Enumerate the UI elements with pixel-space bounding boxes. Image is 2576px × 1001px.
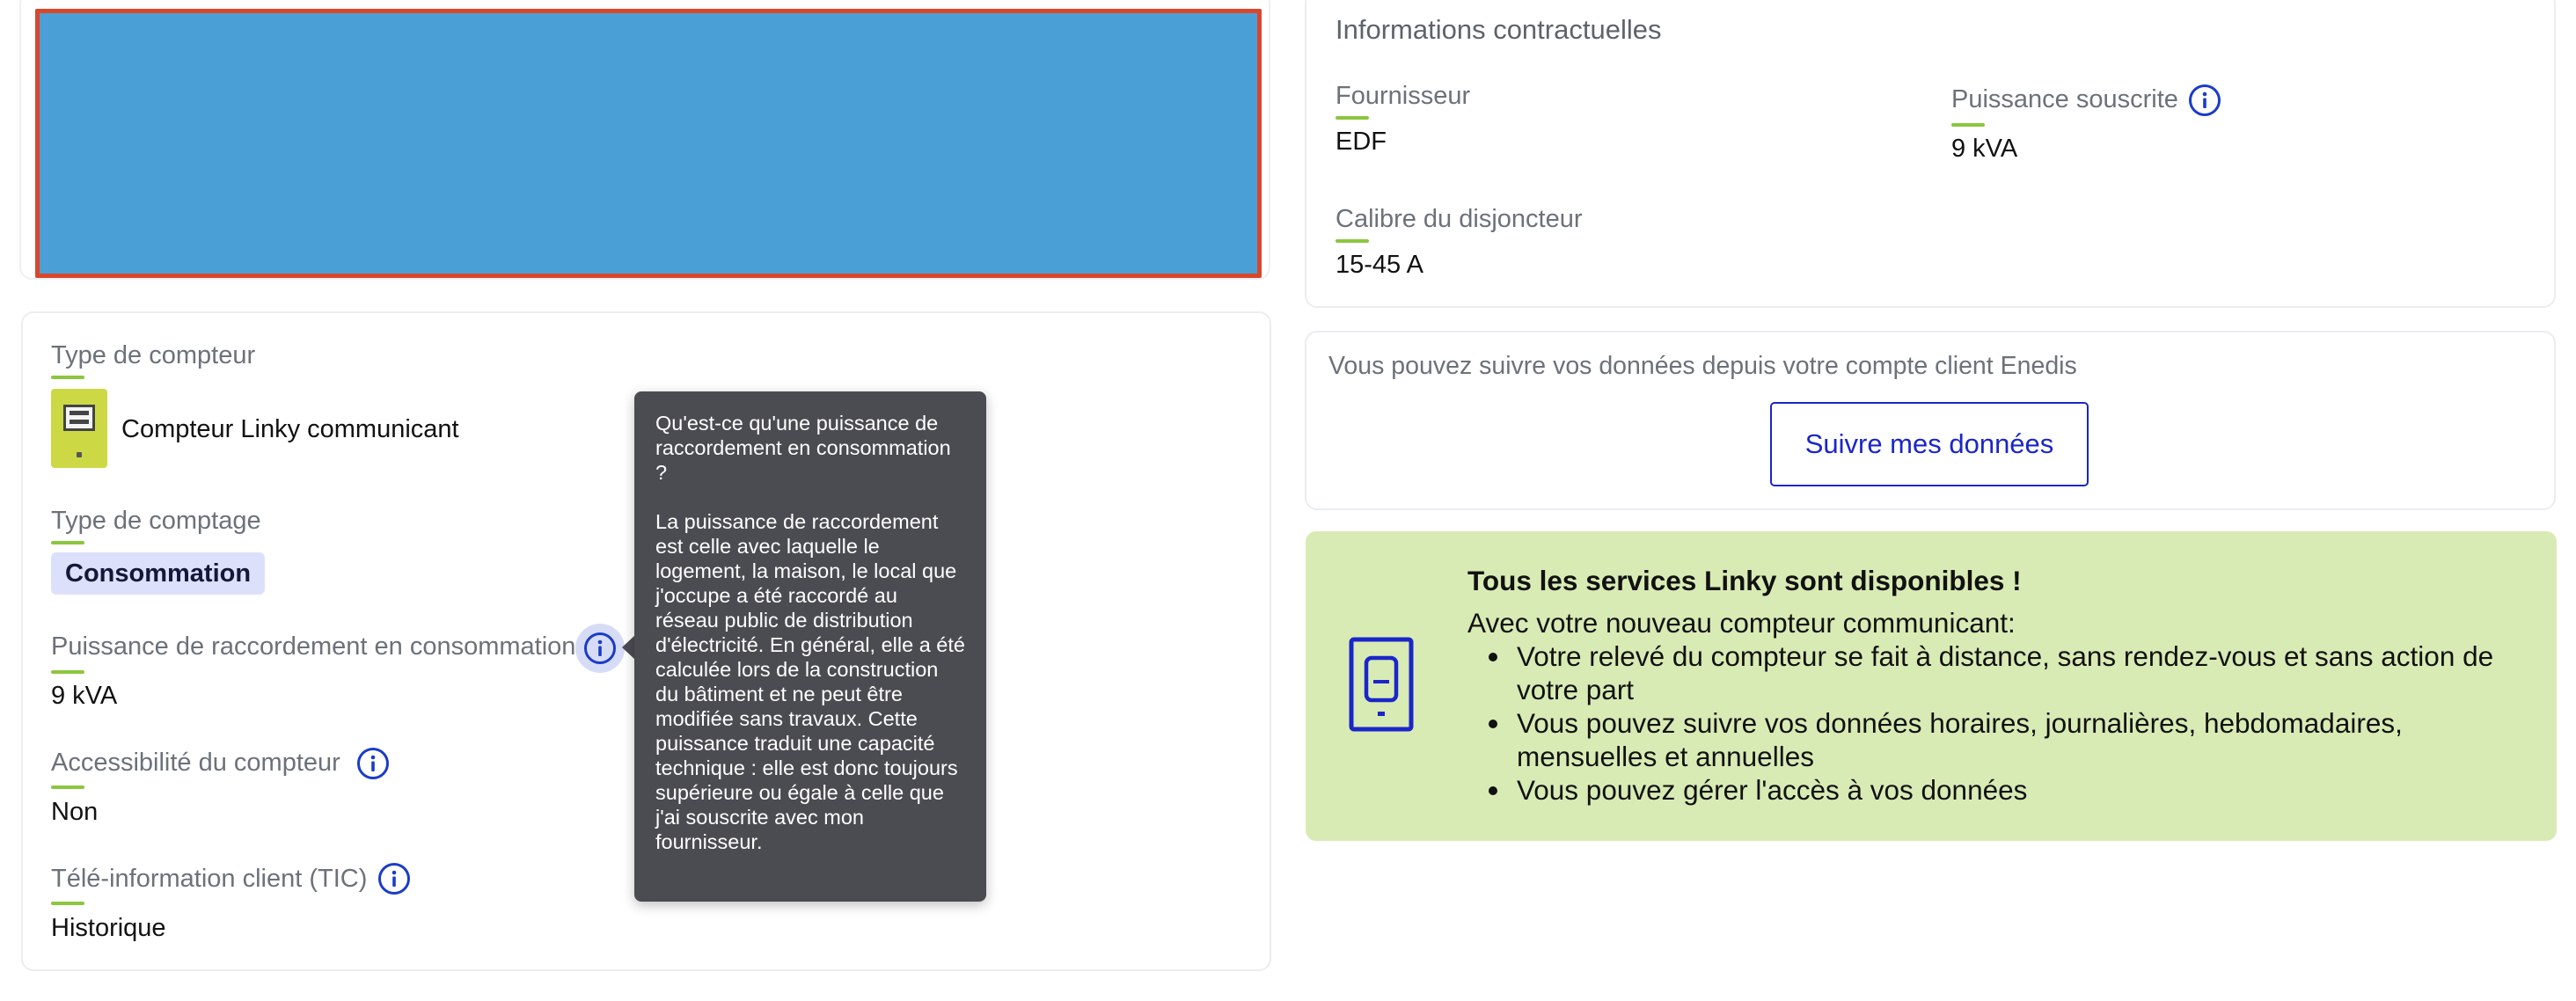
- connection-power-label: Puissance de raccordement en consommation: [51, 632, 576, 661]
- tic-label: Télé-information client (TIC): [51, 865, 368, 893]
- tic-value: Historique: [51, 914, 166, 942]
- accessibility-underline: [51, 785, 84, 789]
- follow-my-data-button[interactable]: Suivre mes données: [1770, 402, 2089, 486]
- tic-underline: [51, 902, 84, 905]
- meter-type-label: Type de compteur: [51, 341, 256, 369]
- accessibility-info-icon[interactable]: [357, 748, 389, 779]
- list-item: Vous pouvez suivre vos données horaires, journalières, hebdomadaires, mensuelles et annuelles: [1467, 706, 2523, 773]
- accessibility-label: Accessibilité du compteur: [51, 749, 340, 777]
- contract-info-card: [1305, 0, 2556, 308]
- list-item: Vous pouvez gérer l'accès à vos données: [1467, 773, 2523, 807]
- list-item: Votre relevé du compteur se fait à distance, sans rendez-vous et sans action de votre part: [1467, 639, 2523, 706]
- subscribed-power-value: 9 kVA: [1951, 135, 2018, 163]
- connection-power-underline: [51, 670, 84, 674]
- tic-info-icon[interactable]: [378, 863, 410, 895]
- metering-type-underline: [51, 541, 84, 544]
- linky-services-subtitle: Avec votre nouveau compteur communicant:: [1467, 607, 2016, 639]
- subscribed-power-underline: [1951, 123, 1985, 127]
- breaker-rating-underline: [1336, 239, 1369, 243]
- breaker-rating-label: Calibre du disjoncteur: [1336, 205, 1583, 233]
- accessibility-value: Non: [51, 798, 99, 826]
- linky-services-title: Tous les services Linky sont disponibles !: [1467, 565, 2022, 596]
- supplier-label: Fournisseur: [1336, 82, 1471, 110]
- metering-type-chip: Consommation: [51, 552, 265, 595]
- connection-power-info-icon[interactable]: [584, 632, 616, 664]
- supplier-underline: [1336, 116, 1369, 120]
- banner-image: [35, 9, 1262, 278]
- tooltip-question: Qu'est-ce qu'une puissance de raccordement en consommation ?: [655, 412, 951, 484]
- linky-services-list: [1467, 639, 2523, 807]
- follow-data-text: Vous pouvez suivre vos données depuis votre compte client Enedis: [1328, 352, 2077, 380]
- breaker-rating-value: 15-45 A: [1336, 251, 1423, 279]
- smartphone-icon: [1349, 637, 1414, 732]
- tooltip-body: La puissance de raccordement est celle avec laquelle le logement, la maison, le local que j'occupe a été raccordé au réseau public de distribution d'électricité. En général, elle a été calculée lors de la construction du bâtiment et ne peut être modifiée sans travaux. Cette puissance traduit une capacité technique : elle est donc toujours supérieure ou égale à celle que j'ai souscrite avec mon fournisseur.: [655, 510, 965, 853]
- supplier-value: EDF: [1336, 128, 1387, 156]
- contract-section-title: Informations contractuelles: [1336, 14, 1662, 45]
- meter-type-value: Compteur Linky communicant: [121, 415, 459, 443]
- connection-power-tooltip: [634, 391, 986, 902]
- linky-meter-icon: [51, 389, 107, 468]
- subscribed-power-label: Puissance souscrite: [1951, 85, 2178, 113]
- subscribed-power-info-icon[interactable]: [2189, 84, 2221, 116]
- metering-type-label: Type de comptage: [51, 507, 261, 535]
- tooltip-arrow: [622, 635, 635, 660]
- connection-power-value: 9 kVA: [51, 682, 118, 710]
- meter-type-underline: [51, 376, 84, 379]
